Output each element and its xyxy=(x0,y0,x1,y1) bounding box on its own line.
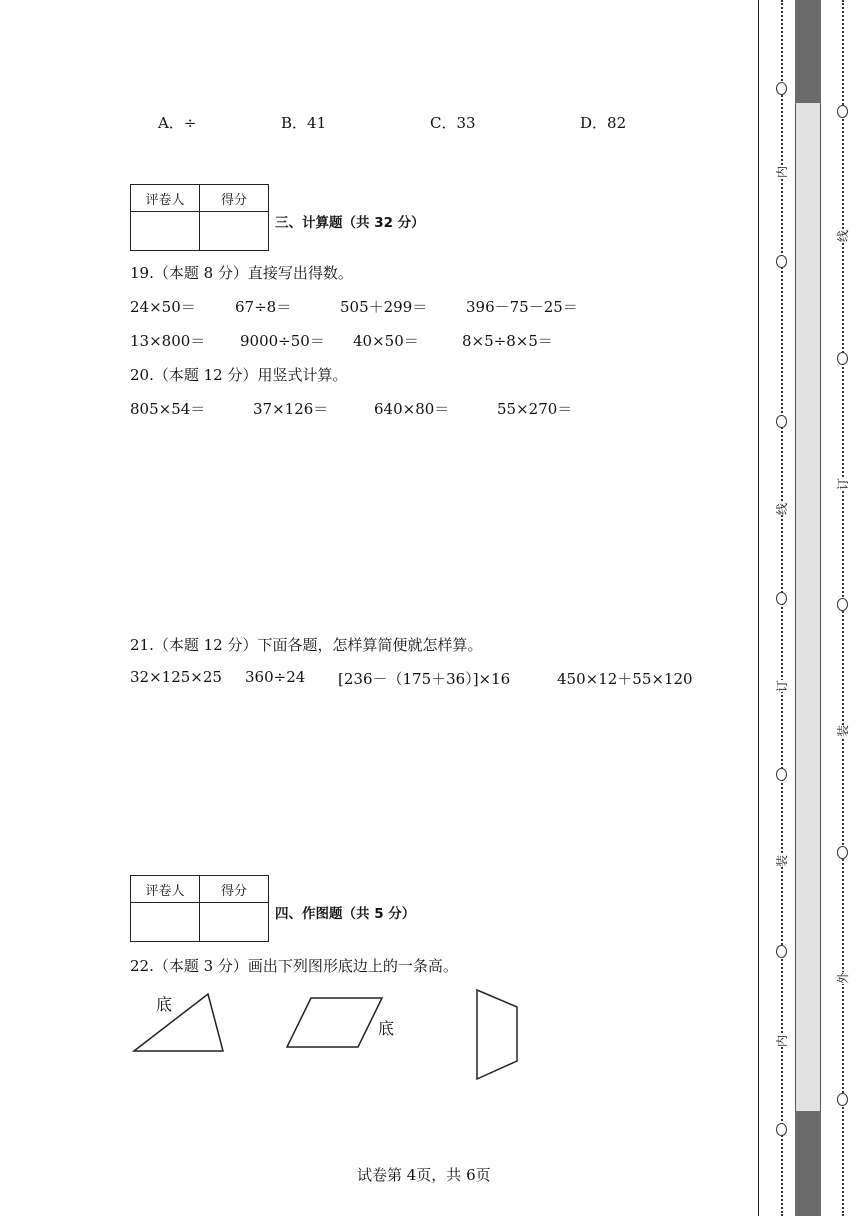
q21-item: 360÷24 xyxy=(245,668,306,686)
q21-prompt: 21.（本题 12 分）下面各题，怎样算简便就怎样算。 xyxy=(130,636,483,654)
score-label: 得分 xyxy=(200,876,269,903)
reviewer-label: 评卷人 xyxy=(131,185,200,212)
reviewer-cell xyxy=(131,212,200,251)
circle-mark xyxy=(776,82,787,95)
q19-item: 40×50＝ xyxy=(353,332,419,350)
trapezoid-shape xyxy=(477,990,517,1079)
circle-mark xyxy=(776,592,787,605)
binding-char: 线 xyxy=(775,502,790,516)
option-d: D．82 xyxy=(580,114,627,132)
q19-item: 505＋299＝ xyxy=(340,298,428,316)
q19-item: 67÷8＝ xyxy=(235,298,292,316)
score-cell xyxy=(200,212,269,251)
binding-char: 内 xyxy=(775,165,790,179)
circle-mark xyxy=(837,598,848,611)
q19-item: 8×5÷8×5＝ xyxy=(462,332,553,350)
binding-char: 订 xyxy=(775,679,790,693)
q20-item: 37×126＝ xyxy=(253,400,329,418)
circle-mark xyxy=(837,105,848,118)
q22-figures xyxy=(125,985,535,1090)
binding-bar-bottom xyxy=(795,1111,821,1216)
circle-mark xyxy=(837,352,848,365)
page-footer: 试卷第 4页，共 6页 xyxy=(357,1166,491,1184)
circle-mark xyxy=(776,255,787,268)
circle-mark xyxy=(776,415,787,428)
q19-prompt: 19.（本题 8 分）直接写出得数。 xyxy=(130,264,353,282)
score-table-section3 xyxy=(130,184,269,251)
binding-char: 内 xyxy=(775,1034,790,1048)
binding-char: 装 xyxy=(775,854,790,868)
q21-item: 32×125×25 xyxy=(130,668,222,686)
q21-item: [236－（175＋36）]×16 xyxy=(338,670,511,688)
binding-bar-top xyxy=(795,0,821,103)
section4-title: 四、作图题（共 5 分） xyxy=(275,906,416,922)
circle-mark xyxy=(837,846,848,859)
q20-item: 55×270＝ xyxy=(497,400,573,418)
triangle-base-label: 底 xyxy=(156,995,173,1014)
circle-mark xyxy=(776,768,787,781)
section3-title: 三、计算题（共 32 分） xyxy=(275,215,425,231)
q22-prompt: 22.（本题 3 分）画出下列图形底边上的一条高。 xyxy=(130,957,458,975)
binding-char: 装 xyxy=(836,724,851,738)
q19-item: 9000÷50＝ xyxy=(240,332,325,350)
q20-item: 805×54＝ xyxy=(130,400,206,418)
q19-item: 396－75－25＝ xyxy=(466,298,578,316)
binding-border xyxy=(758,0,759,1216)
circle-mark xyxy=(776,945,787,958)
score-label: 得分 xyxy=(200,185,269,212)
reviewer-label: 评卷人 xyxy=(131,876,200,903)
reviewer-cell xyxy=(131,903,200,942)
parallelogram-shape xyxy=(287,998,382,1047)
binding-char: 线 xyxy=(836,229,851,243)
binding-char: 外 xyxy=(836,971,851,985)
option-a: A．÷ xyxy=(158,114,197,132)
q20-item: 640×80＝ xyxy=(374,400,450,418)
q19-item: 13×800＝ xyxy=(130,332,206,350)
option-c: C．33 xyxy=(430,114,476,132)
parallelogram-base-label: 底 xyxy=(378,1019,395,1038)
option-b: B．41 xyxy=(281,114,327,132)
triangle-shape xyxy=(134,994,223,1051)
circle-mark xyxy=(837,1093,848,1106)
score-cell xyxy=(200,903,269,942)
circle-mark xyxy=(776,1123,787,1136)
q19-item: 24×50＝ xyxy=(130,298,196,316)
binding-char: 订 xyxy=(836,477,851,491)
inner-dotted-line xyxy=(781,0,783,1216)
q21-item: 450×12＋55×120 xyxy=(557,670,693,688)
binding-bar xyxy=(795,103,821,1111)
q20-prompt: 20.（本题 12 分）用竖式计算。 xyxy=(130,366,348,384)
score-table-section4 xyxy=(130,875,269,942)
